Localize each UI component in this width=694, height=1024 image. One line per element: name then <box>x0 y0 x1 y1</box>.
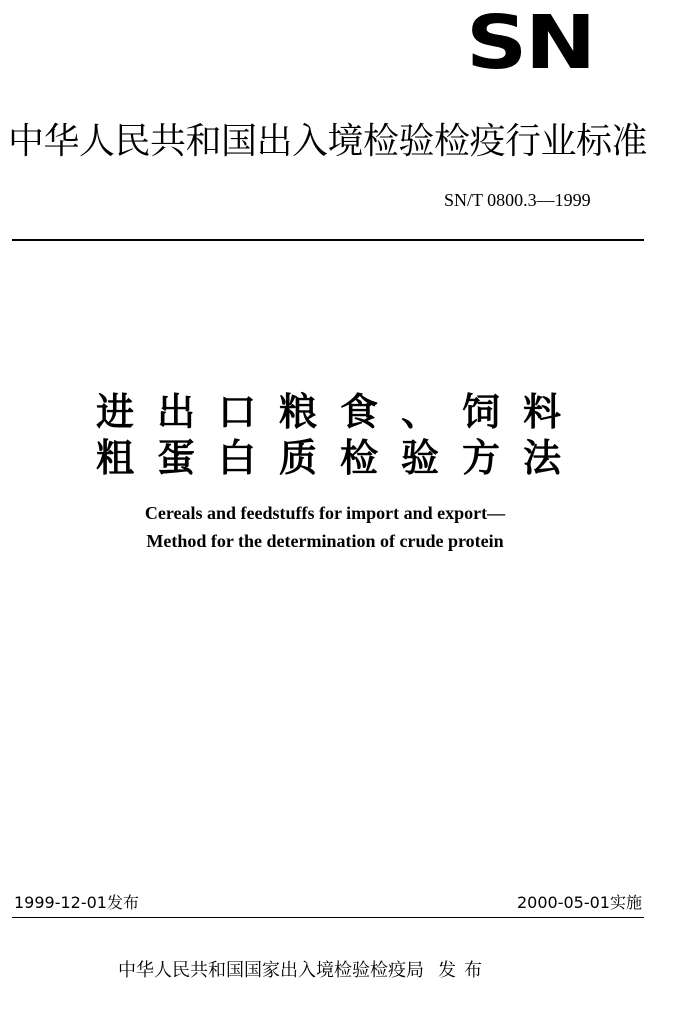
standard-number: SN/T 0800.3—1999 <box>444 190 591 210</box>
header-divider <box>12 239 644 241</box>
publish-label: 发布 <box>438 960 490 981</box>
issuing-authority: 中华人民共和国国家出入境检验检疫局 <box>118 960 424 981</box>
title-chinese-line-2: 粗蛋白质检验方法 <box>96 436 585 480</box>
issuer-block <box>118 958 490 984</box>
effective-date: 2000-05-01实施 <box>517 893 642 912</box>
title-english-line-1: Cereals and feedstuffs for import and export— <box>144 503 506 523</box>
footer-divider <box>12 917 644 918</box>
issuing-standard-category: 中华人民共和国出入境检验检疫行业标准 <box>8 121 648 162</box>
sn-logo: SN <box>466 0 594 86</box>
title-english-line-2: Method for the determination of crude protein <box>146 531 504 551</box>
title-chinese-line-1: 进出口粮食、饲料 <box>96 390 585 434</box>
issue-date: 1999-12-01发布 <box>14 893 139 912</box>
